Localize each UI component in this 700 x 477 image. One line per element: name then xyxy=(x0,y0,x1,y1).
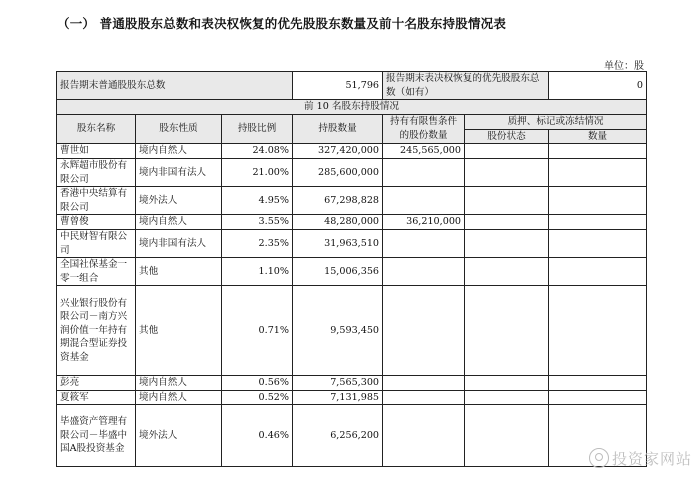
holder-quantity: 6,256,200 xyxy=(293,405,383,467)
watermark xyxy=(589,448,692,469)
holder-pledge-quantity xyxy=(549,286,647,376)
holder-pledge-status xyxy=(465,187,549,215)
holder-pledge-quantity xyxy=(549,258,647,286)
holder-pledge-quantity xyxy=(549,230,647,258)
holder-ratio: 24.08% xyxy=(222,144,293,159)
holder-pledge-quantity xyxy=(549,187,647,215)
weibo-logo-icon xyxy=(589,448,609,468)
section-title: 前 10 名股东持股情况 xyxy=(57,100,647,115)
holder-restricted: 245,565,000 xyxy=(383,144,465,159)
holder-pledge-status xyxy=(465,230,549,258)
holder-pledge-quantity xyxy=(549,144,647,159)
holder-restricted xyxy=(383,258,465,286)
holder-restricted xyxy=(383,390,465,405)
holder-ratio: 2.35% xyxy=(222,230,293,258)
table-row xyxy=(57,258,647,286)
col-header-pledge-group: 质押、标记或冻结情况 xyxy=(465,114,647,129)
holder-name: 兴业银行股份有限公司－南方兴润价值一年持有期混合型证券投资基金 xyxy=(57,286,136,376)
preferred-holders-label: 报告期末表决权恢复的优先股股东总数（如有） xyxy=(383,72,549,100)
holder-ratio: 0.71% xyxy=(222,286,293,376)
holder-name: 中民财智有限公司 xyxy=(57,230,136,258)
holder-restricted xyxy=(383,230,465,258)
shareholder-table xyxy=(56,71,647,467)
holder-restricted xyxy=(383,159,465,187)
table-row xyxy=(57,376,647,391)
table-row xyxy=(57,390,647,405)
table-heading: （一） 普通股股东总数和表决权恢复的优先股股东数量及前十名股东持股情况表 xyxy=(57,16,507,31)
holder-ratio: 0.46% xyxy=(222,405,293,467)
col-header-name: 股东名称 xyxy=(57,114,136,144)
holder-quantity: 31,963,510 xyxy=(293,230,383,258)
col-header-quantity: 持股数量 xyxy=(293,114,383,144)
holder-nature: 境外法人 xyxy=(136,405,222,467)
holder-nature: 境内自然人 xyxy=(136,376,222,391)
holder-restricted xyxy=(383,286,465,376)
holder-ratio: 0.56% xyxy=(222,376,293,391)
holder-quantity: 327,420,000 xyxy=(293,144,383,159)
holder-nature: 境内自然人 xyxy=(136,390,222,405)
holder-nature: 境内非国有法人 xyxy=(136,230,222,258)
holder-name: 彭亮 xyxy=(57,376,136,391)
section-title-row xyxy=(57,100,647,115)
unit-label: 单位：股 xyxy=(604,61,644,72)
common-holders-label: 报告期末普通股股东总数 xyxy=(57,72,293,100)
holder-restricted xyxy=(383,405,465,467)
table-row xyxy=(57,187,647,215)
col-header-nature: 股东性质 xyxy=(136,114,222,144)
header-row xyxy=(57,114,647,129)
holder-pledge-status xyxy=(465,286,549,376)
holder-pledge-quantity xyxy=(549,390,647,405)
holder-ratio: 1.10% xyxy=(222,258,293,286)
preferred-holders-value: 0 xyxy=(549,72,647,100)
holder-pledge-status xyxy=(465,376,549,391)
holder-name: 毕盛资产管理有限公司－毕盛中国A股投资基金 xyxy=(57,405,136,467)
col-header-pledge-quantity: 数量 xyxy=(549,129,647,144)
holder-ratio: 0.52% xyxy=(222,390,293,405)
col-header-pledge-status: 股份状态 xyxy=(465,129,549,144)
holder-quantity: 15,006,356 xyxy=(293,258,383,286)
holder-pledge-status xyxy=(465,390,549,405)
summary-row xyxy=(57,72,647,100)
holder-pledge-status xyxy=(465,258,549,286)
holder-nature: 境内自然人 xyxy=(136,215,222,230)
holder-pledge-status xyxy=(465,405,549,467)
holder-quantity: 67,298,828 xyxy=(293,187,383,215)
holder-pledge-status xyxy=(465,144,549,159)
table-row xyxy=(57,144,647,159)
holder-restricted: 36,210,000 xyxy=(383,215,465,230)
holder-nature: 境内非国有法人 xyxy=(136,159,222,187)
holder-name: 曹曾俊 xyxy=(57,215,136,230)
watermark-text: 投资家网站 xyxy=(611,450,692,468)
holder-nature: 其他 xyxy=(136,258,222,286)
holder-quantity: 48,280,000 xyxy=(293,215,383,230)
holder-quantity: 7,131,985 xyxy=(293,390,383,405)
holder-ratio: 3.55% xyxy=(222,215,293,230)
holder-name: 夏筱军 xyxy=(57,390,136,405)
holder-pledge-quantity xyxy=(549,215,647,230)
table-row xyxy=(57,215,647,230)
holder-restricted xyxy=(383,376,465,391)
holder-name: 永辉超市股份有限公司 xyxy=(57,159,136,187)
holder-name: 全国社保基金一零一组合 xyxy=(57,258,136,286)
holder-pledge-quantity xyxy=(549,159,647,187)
holder-name: 香港中央结算有限公司 xyxy=(57,187,136,215)
holder-pledge-quantity xyxy=(549,376,647,391)
holder-pledge-status xyxy=(465,215,549,230)
table-row xyxy=(57,159,647,187)
col-header-restricted: 持有有限售条件的股份数量 xyxy=(383,114,465,144)
common-holders-value: 51,796 xyxy=(293,72,383,100)
col-header-ratio: 持股比例 xyxy=(222,114,293,144)
holder-quantity: 7,565,300 xyxy=(293,376,383,391)
holder-nature: 其他 xyxy=(136,286,222,376)
table-row xyxy=(57,230,647,258)
holder-nature: 境内自然人 xyxy=(136,144,222,159)
holder-pledge-status xyxy=(465,159,549,187)
holder-nature: 境外法人 xyxy=(136,187,222,215)
table-row xyxy=(57,286,647,376)
table-row xyxy=(57,405,647,467)
holder-restricted xyxy=(383,187,465,215)
holder-name: 曹世如 xyxy=(57,144,136,159)
holder-ratio: 4.95% xyxy=(222,187,293,215)
holder-quantity: 9,593,450 xyxy=(293,286,383,376)
holder-quantity: 285,600,000 xyxy=(293,159,383,187)
holder-ratio: 21.00% xyxy=(222,159,293,187)
